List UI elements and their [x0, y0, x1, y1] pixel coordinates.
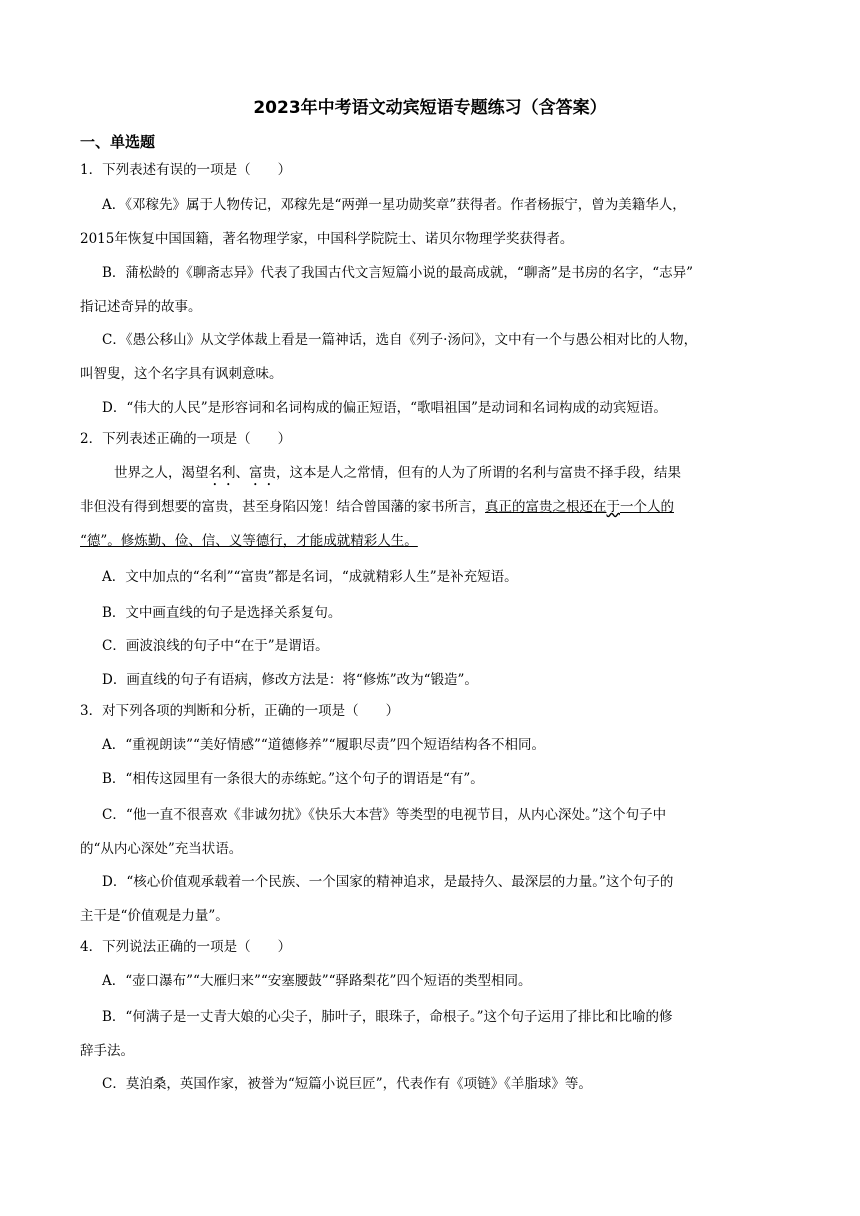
question-2-option-b: [80, 596, 780, 630]
passage-text: 非但没有得到想要的富贵，甚至身陷囚笼！结合曾国藩的家书所言，: [80, 499, 485, 515]
question-2-option-c: [80, 629, 780, 663]
option-text: B．“相传这园里有一条很大的赤练蛇。”这个句子的谓语是“有”。: [102, 771, 484, 787]
question-3-option-b: [80, 762, 780, 796]
question-3-stem: 3．对下列各项的判断和分析，正确的一项是（ ）: [80, 703, 400, 719]
option-text: C．“他一直不很喜欢《非诚勿扰》《快乐大本营》等类型的电视节目，从内心深处。”这个句子中: [102, 807, 667, 823]
question-2-option-a: [80, 560, 780, 594]
option-text: D．“核心价值观承载着一个民族、一个国家的精神追求，是最持久、最深层的力量。”这个句子的: [102, 874, 674, 890]
underlined-text: “德”。修炼勤、俭、信、义等德行，才能成就精彩人生。: [80, 533, 418, 549]
passage-text: 世界之人，渴望: [114, 465, 209, 481]
question-2-passage: [80, 456, 780, 558]
passage-line: [80, 456, 780, 490]
option-text: C．莫泊桑，英国作家，被誉为“短篇小说巨匠”，代表作有《项链》《羊脂球》等。: [102, 1076, 592, 1092]
underlined-text: 真正的富贵之根还在: [485, 499, 607, 515]
question-4-stem: 4．下列说法正确的一项是（ ）: [80, 939, 292, 955]
question-2-stem: 2．下列表述正确的一项是（ ）: [80, 431, 292, 447]
question-4-option-b: [80, 1000, 780, 1068]
question-3-option-c: [80, 798, 780, 866]
option-text: 主干是“价值观是力量”。: [80, 908, 229, 924]
question-1-option-a: [80, 188, 780, 256]
option-text: 指记述奇异的故事。: [80, 299, 202, 315]
option-text: 的“从内心深处”充当状语。: [80, 841, 243, 857]
wavy-underlined-text: 于: [606, 499, 620, 515]
option-text: 叫智叟，这个名字具有讽刺意味。: [80, 366, 283, 382]
question-1-option-d: [80, 391, 780, 425]
option-text: 2015年恢复中国国籍，著名物理学家，中国科学院院士、诺贝尔物理学奖获得者。: [80, 231, 574, 247]
question-4-option-c: [80, 1067, 780, 1101]
section-heading: 一、单选题: [80, 133, 156, 151]
option-text: A．“壶口瀑布”“大雁归来”“安塞腰鼓”“驿路梨花”四个短语的类型相同。: [102, 973, 532, 989]
option-text: A．《邓稼先》属于人物传记，邓稼先是“两弹一星功勋奖章”获得者。作者杨振宁，曾为美籍华人，: [102, 197, 686, 213]
option-text: C．画波浪线的句子中“在于”是谓语。: [102, 638, 329, 654]
option-text: D．画直线的句子有语病，修改方法是：将“修炼”改为“锻造”。: [102, 672, 478, 688]
question-2-option-d: [80, 663, 780, 697]
question-1-option-c: [80, 323, 780, 391]
passage-text: ，这本是人之常情，但有的人为了所谓的名利与富贵不择手段，结果: [276, 465, 681, 481]
option-text: B．蒲松龄的《聊斋志异》代表了我国古代文言短篇小说的最高成就，“聊斋”是书房的名字，“志异”: [102, 265, 694, 281]
passage-line: [80, 524, 780, 558]
question-1-stem: 1．下列表述有误的一项是（ ）: [80, 162, 292, 178]
option-text: D．“伟大的人民”是形容词和名词构成的偏正短语，“歌唱祖国”是动词和名词构成的动宾短语。: [102, 400, 667, 416]
option-text: C．《愚公移山》从文学体裁上看是一篇神话，选自《列子·汤问》，文中有一个与愚公相对比的人物，: [102, 332, 698, 348]
option-text: B．“何满子是一丈青大娘的心尖子，肺叶子，眼珠子，命根子。”这个句子运用了排比和比喻的修: [102, 1009, 673, 1025]
question-1-option-b: [80, 256, 780, 324]
option-text: B．文中画直线的句子是选择关系复句。: [102, 605, 342, 621]
option-text: 辞手法。: [80, 1043, 134, 1059]
question-3-option-a: [80, 728, 780, 762]
question-4-option-a: [80, 964, 780, 998]
option-text: A．文中加点的“名利”“富贵”都是名词，“成就精彩人生”是补充短语。: [102, 569, 518, 585]
underlined-text: 一个人的: [620, 499, 674, 515]
dotted-word: 富贵: [249, 465, 276, 481]
option-text: A．“重视朗读”“美好情感”“道德修养”“履职尽责”四个短语结构各不相同。: [102, 737, 545, 753]
passage-line: [80, 490, 780, 524]
question-3-option-d: [80, 865, 780, 933]
dotted-word: 名利: [208, 465, 236, 481]
passage-text: 、: [235, 465, 249, 481]
document-title: 2023年中考语文动宾短语专题练习（含答案）: [253, 98, 607, 118]
